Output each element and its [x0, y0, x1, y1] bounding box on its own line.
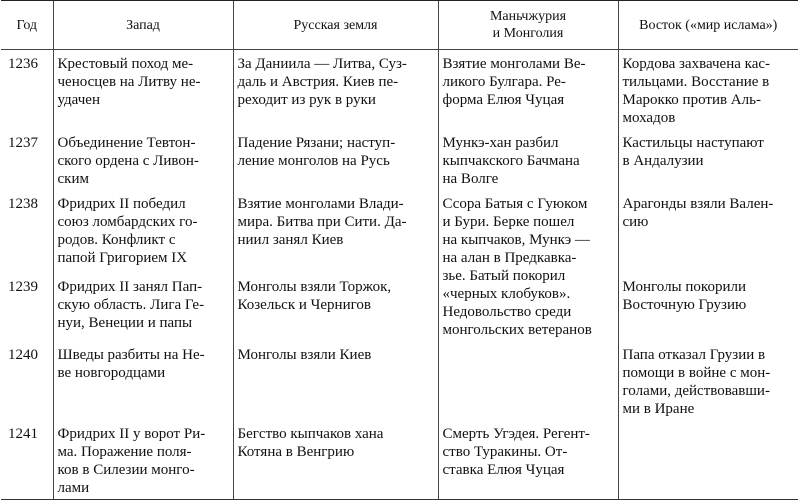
year-cell: 1238 — [8, 196, 38, 212]
header-mongolia: Маньчжурия и Монголия — [438, 1, 618, 50]
table-body — [1, 50, 798, 500]
rus-cell: Падение Рязани; наступ- ление монголов на Русь — [233, 129, 438, 190]
mongolia-cell: Смерть Угэдея. Регент- ство Туракины. От- ставка Елюя Чуцая — [438, 420, 618, 500]
mongolia-cell: Ссора Батыя с Гуюком и Бури. Берке пошел на кыпчаков, Мункэ — на алан в Предкавка- зье. Батый покорил «черных клобуков». Недовольство среди монгольских ветеранов — [438, 190, 618, 341]
mongolia-cell — [438, 341, 618, 420]
table-row — [1, 341, 798, 420]
header-rus: Русская земля — [233, 1, 438, 50]
west-cell: Шведы разбиты на Не- ве новгородцами — [53, 341, 233, 420]
year-cell: 1236 — [8, 56, 38, 72]
west-cell: Фридрих II занял Пап- скую область. Лига Ге- нуи, Венеции и папы — [53, 273, 233, 341]
header-row — [1, 1, 798, 50]
mongolia-cell: Взятие монголами Ве- ликого Булгара. Ре- форма Елюя Чуцая — [438, 50, 618, 130]
table-row — [1, 420, 798, 500]
east-cell: Кордова захвачена кас- тильцами. Восстание в Марокко против Аль- мохадов — [618, 50, 798, 130]
table-row — [1, 129, 798, 190]
west-cell: Крестовый поход ме- ченосцев на Литву не- удачен — [53, 50, 233, 130]
table-header — [1, 1, 798, 50]
rus-cell: Монголы взяли Торжок, Козельск и Чернигов — [233, 273, 438, 341]
rus-cell: Монголы взяли Киев — [233, 341, 438, 420]
west-cell: Фридрих II победил союз ломбардских го- родов. Конфликт с папой Григорием IX — [53, 190, 233, 273]
west-cell: Фридрих II у ворот Ри- ма. Поражение поля- ков в Силезии монго- лами — [53, 420, 233, 500]
table-row — [1, 190, 798, 273]
east-cell: Арагонды взяли Вален- сию — [618, 190, 798, 273]
chronology-table — [1, 0, 798, 500]
mongolia-cell: Мункэ-хан разбил кыпчакского Бачмана на Волге — [438, 129, 618, 190]
header-year: Год — [1, 1, 53, 50]
rus-cell: Бегство кыпчаков хана Котяна в Венгрию — [233, 420, 438, 500]
header-west: Запад — [53, 1, 233, 50]
east-cell: Кастильцы наступают в Андалузии — [618, 129, 798, 190]
rus-cell: За Даниила — Литва, Суз- даль и Австрия. Киев пе- реходит из рук в руки — [233, 50, 438, 130]
table-row — [1, 50, 798, 130]
year-cell: 1237 — [8, 135, 38, 151]
west-cell: Объединение Тевтон- ского ордена с Ливон- ским — [53, 129, 233, 190]
east-cell: Монголы покорили Восточную Грузию — [618, 273, 798, 341]
east-cell — [618, 420, 798, 500]
year-cell: 1241 — [1, 420, 53, 500]
east-cell: Папа отказал Грузии в помощи в войне с мон- голами, действовавши- ми в Иране — [618, 341, 798, 420]
table-row — [1, 273, 798, 341]
year-cell: 1240 — [8, 347, 38, 363]
header-east: Восток («мир ислама») — [618, 1, 798, 50]
rus-cell: Взятие монголами Влади- мира. Битва при Сити. Да- ниил занял Киев — [233, 190, 438, 273]
year-cell: 1239 — [8, 279, 38, 296]
